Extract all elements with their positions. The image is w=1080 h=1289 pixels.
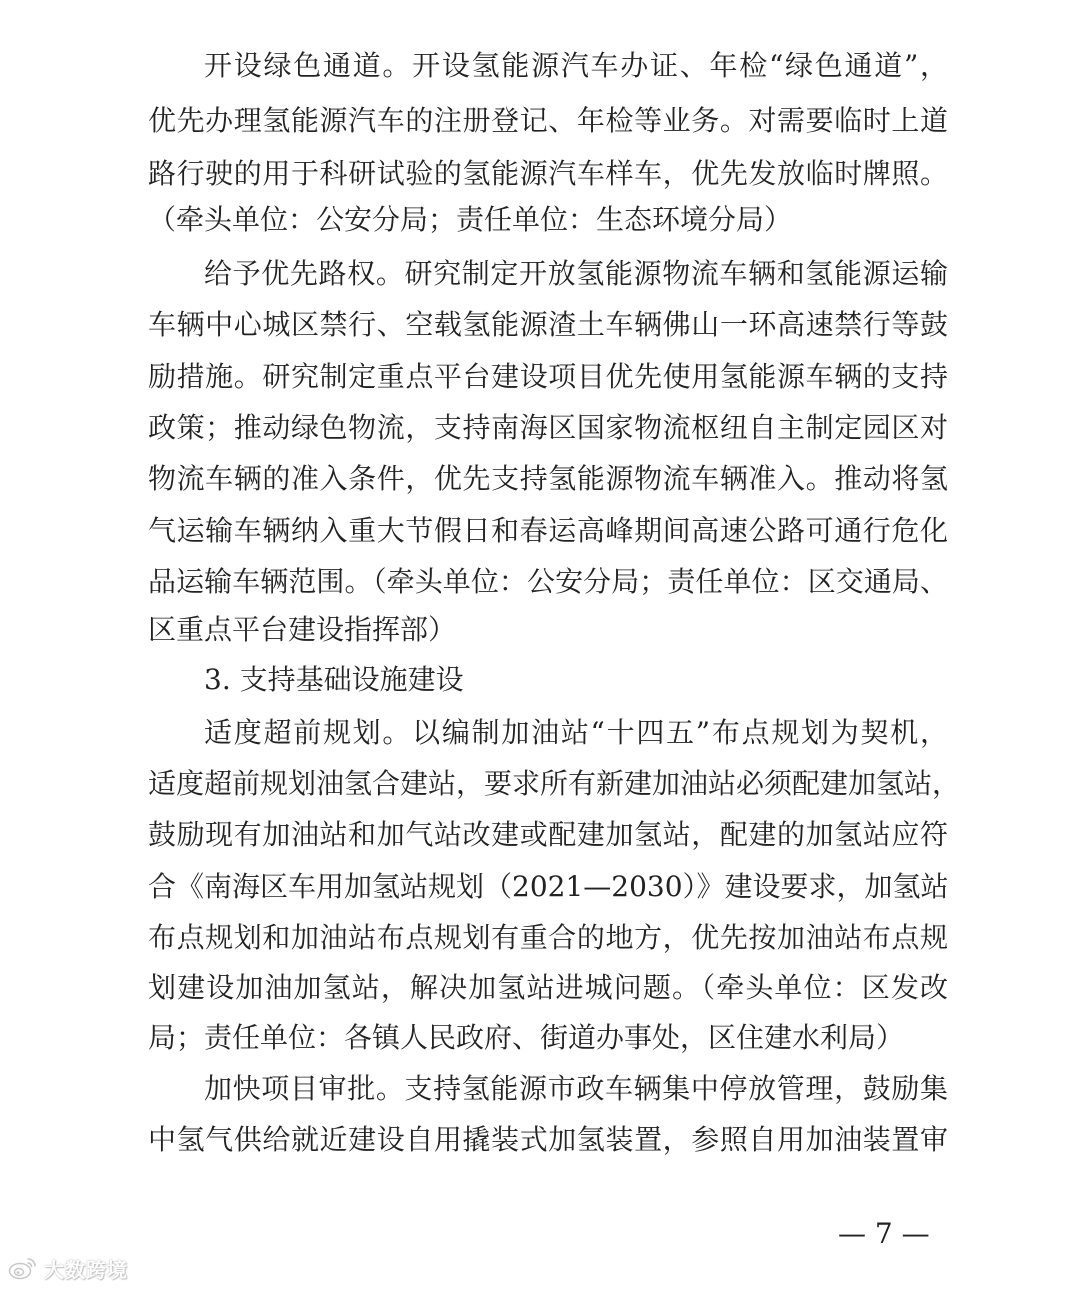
text-line-8: 政策；推动绿色物流，支持南海区国家物流枢纽自主制定园区对 bbox=[148, 411, 948, 444]
text-line-22: 中氢气供给就近建设自用撬装式加氢装置，参照自用加油装置审 bbox=[148, 1123, 948, 1156]
watermark-text: 大数跨境 bbox=[44, 1257, 128, 1282]
weibo-logo-icon bbox=[8, 1255, 38, 1281]
text-line-20: 局；责任单位：各镇人民政府、街道办事处，区住建水利局） bbox=[148, 1021, 905, 1054]
section-heading: 3. 支持基础设施建设 bbox=[204, 663, 464, 696]
text-line-10: 气运输车辆纳入重大节假日和春运高峰期间高速公路可通行危化 bbox=[148, 514, 948, 547]
page-number: — 7 — bbox=[838, 1217, 930, 1250]
text-line-3: 路行驶的用于科研试验的氢能源汽车样车，优先发放临时牌照。 bbox=[148, 157, 948, 190]
text-line-5: 给予优先路权。研究制定开放氢能源物流车辆和氢能源运输 bbox=[204, 257, 948, 290]
text-line-11: 品运输车辆范围。（牵头单位：公安分局；责任单位：区交通局、 bbox=[148, 565, 948, 598]
text-line-4: （牵头单位：公安分局；责任单位：生态环境分局） bbox=[148, 203, 793, 236]
text-line-14: 适度超前规划。以编制加油站“十四五”布点规划为契机， bbox=[204, 716, 948, 749]
text-line-18: 布点规划和加油站布点规划有重合的地方，优先按加油站布点规 bbox=[148, 921, 948, 954]
text-line-19: 划建设加油加氢站，解决加氢站进城问题。（牵头单位：区发改 bbox=[148, 971, 948, 1004]
text-line-17: 合《南海区车用加氢站规划（2021—2030）》建设要求，加氢站 bbox=[148, 870, 949, 903]
text-line-9: 物流车辆的准入条件，优先支持氢能源物流车辆准入。推动将氢 bbox=[148, 462, 948, 495]
text-line-2: 优先办理氢能源汽车的注册登记、年检等业务。对需要临时上道 bbox=[148, 104, 948, 137]
text-line-6: 车辆中心城区禁行、空载氢能源渣土车辆佛山一环高速禁行等鼓 bbox=[148, 308, 948, 341]
text-line-16: 鼓励现有加油站和加气站改建或配建加氢站，配建的加氢站应符 bbox=[148, 818, 948, 851]
text-line-7: 励措施。研究制定重点平台建设项目优先使用氢能源车辆的支持 bbox=[148, 360, 948, 393]
watermark bbox=[8, 1251, 128, 1285]
text-line-12: 区重点平台建设指挥部） bbox=[148, 613, 457, 646]
text-line-15: 适度超前规划油氢合建站，要求所有新建加油站必须配建加氢站， bbox=[148, 767, 961, 800]
text-line-21: 加快项目审批。支持氢能源市政车辆集中停放管理，鼓励集 bbox=[204, 1072, 948, 1105]
text-line-1: 开设绿色通道。开设氢能源汽车办证、年检“绿色通道”， bbox=[204, 49, 948, 82]
